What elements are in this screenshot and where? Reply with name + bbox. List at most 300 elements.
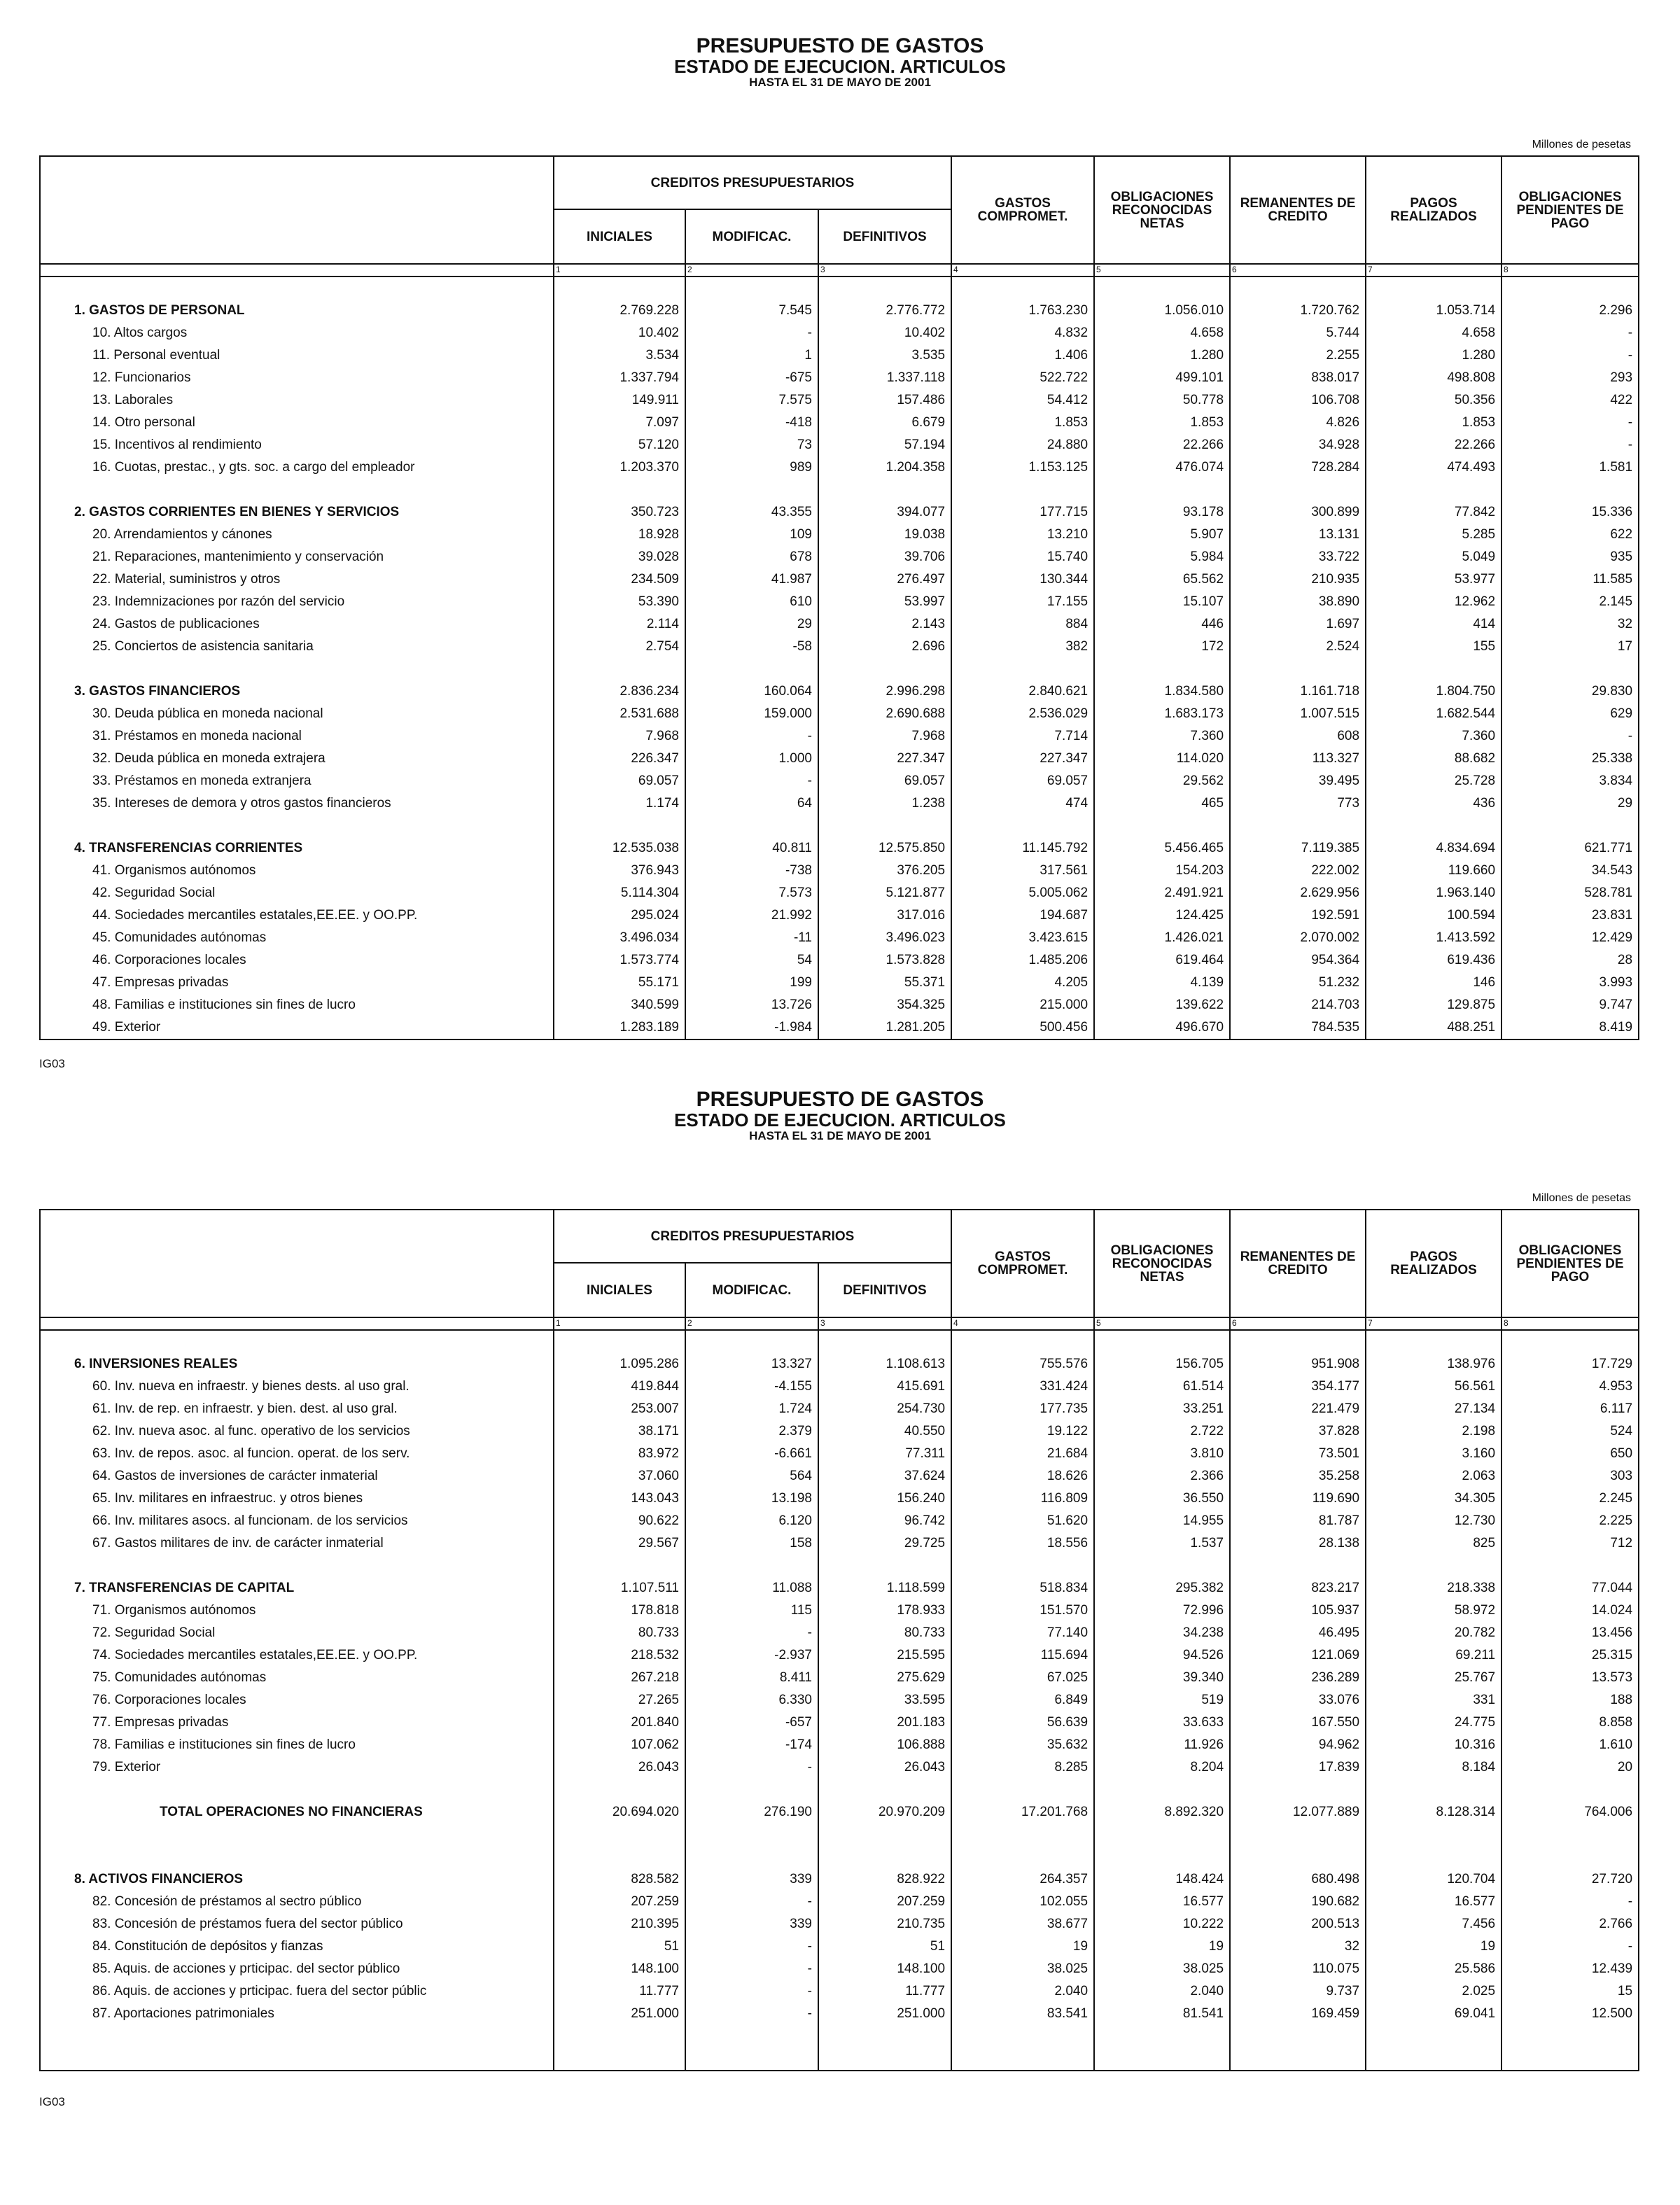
report-page-1: [0, 34, 1680, 1070]
row-value: 130.344: [951, 568, 1094, 591]
column-number: 8: [1502, 264, 1639, 276]
item-row: [40, 1420, 1639, 1443]
item-row: [40, 972, 1639, 994]
row-value: 155: [1366, 636, 1502, 658]
row-value: 37.828: [1230, 1420, 1366, 1443]
row-value: 26.043: [554, 1756, 685, 1779]
row-value: 27.134: [1366, 1398, 1502, 1420]
row-value: 12.575.850: [818, 837, 951, 860]
row-label: 33. Préstamos en moneda extranjera: [40, 770, 554, 792]
item-row: [40, 1622, 1639, 1644]
row-value: 138.976: [1366, 1353, 1502, 1376]
column-number: 3: [818, 264, 951, 276]
row-value: 57.120: [554, 434, 685, 456]
row-value: 27.720: [1502, 1868, 1639, 1891]
item-row: [40, 1913, 1639, 1935]
remanentes-header: REMANENTES DE CREDITO: [1230, 1210, 1366, 1317]
row-value: 29.725: [818, 1532, 951, 1555]
row-value: 5.744: [1230, 322, 1366, 344]
row-label: 47. Empresas privadas: [40, 972, 554, 994]
row-value: 419.844: [554, 1376, 685, 1398]
row-value: 194.687: [951, 904, 1094, 927]
row-value: 317.561: [951, 860, 1094, 882]
row-value: 828.582: [554, 1868, 685, 1891]
row-value: 159.000: [685, 703, 818, 725]
group-row: [40, 1868, 1639, 1891]
row-label: 48. Familias e instituciones sin fines de lucro: [40, 994, 554, 1016]
column-number: 6: [1230, 1317, 1366, 1330]
row-value: 39.028: [554, 546, 685, 568]
row-value: 331.424: [951, 1376, 1094, 1398]
row-value: 13.726: [685, 994, 818, 1016]
row-value: 214.703: [1230, 994, 1366, 1016]
row-value: 7.545: [685, 300, 818, 322]
row-value: 4.205: [951, 972, 1094, 994]
row-label: 79. Exterior: [40, 1756, 554, 1779]
row-value: -4.155: [685, 1376, 818, 1398]
row-value: 88.682: [1366, 748, 1502, 770]
group-row: [40, 501, 1639, 524]
row-label: 21. Reparaciones, mantenimiento y conservación: [40, 546, 554, 568]
row-value: 528.781: [1502, 882, 1639, 904]
row-value: 5.049: [1366, 546, 1502, 568]
gastos-header: GASTOS COMPROMET.: [951, 156, 1094, 264]
group-row: [40, 1353, 1639, 1376]
row-value: 8.184: [1366, 1756, 1502, 1779]
row-value: 1.485.206: [951, 949, 1094, 972]
iniciales-header: INICIALES: [554, 1263, 685, 1317]
row-value: 25.728: [1366, 770, 1502, 792]
row-value: 339: [685, 1913, 818, 1935]
row-value: 67.025: [951, 1667, 1094, 1689]
row-value: 1.573.774: [554, 949, 685, 972]
modificac-header: MODIFICAC.: [685, 209, 818, 264]
row-value: 12.535.038: [554, 837, 685, 860]
row-value: 38.025: [1094, 1958, 1230, 1980]
row-value: 2.536.029: [951, 703, 1094, 725]
row-value: 251.000: [554, 2003, 685, 2025]
item-row: [40, 434, 1639, 456]
row-label: 78. Familias e instituciones sin fines de lucro: [40, 1734, 554, 1756]
row-value: 1.174: [554, 792, 685, 815]
row-value: 29: [1502, 792, 1639, 815]
row-value: 73: [685, 434, 818, 456]
row-value: 476.074: [1094, 456, 1230, 479]
row-value: 3.160: [1366, 1443, 1502, 1465]
row-value: 12.077.889: [1230, 1801, 1366, 1823]
row-value: 64: [685, 792, 818, 815]
item-row: [40, 1734, 1639, 1756]
column-number: 1: [554, 1317, 685, 1330]
units-label: Millones de pesetas: [1532, 1192, 1631, 1204]
row-value: 156.240: [818, 1488, 951, 1510]
label-header: [40, 156, 554, 264]
item-row: [40, 882, 1639, 904]
report-header: [0, 35, 1680, 89]
row-value: 414: [1366, 613, 1502, 636]
row-label: 31. Préstamos en moneda nacional: [40, 725, 554, 748]
item-row: [40, 949, 1639, 972]
row-value: -11: [685, 927, 818, 949]
row-value: 7.119.385: [1230, 837, 1366, 860]
row-value: 2.840.621: [951, 680, 1094, 703]
row-value: 8.128.314: [1366, 1801, 1502, 1823]
row-value: 629: [1502, 703, 1639, 725]
obligaciones-header: OBLIGACIONES RECONOCIDAS NETAS: [1094, 1210, 1230, 1317]
row-value: 499.101: [1094, 367, 1230, 389]
row-value: 139.622: [1094, 994, 1230, 1016]
row-value: 11.585: [1502, 568, 1639, 591]
item-row: [40, 1376, 1639, 1398]
row-value: 158: [685, 1532, 818, 1555]
row-value: 300.899: [1230, 501, 1366, 524]
row-value: 210.395: [554, 1913, 685, 1935]
row-value: 1.581: [1502, 456, 1639, 479]
row-value: 192.591: [1230, 904, 1366, 927]
row-value: 773: [1230, 792, 1366, 815]
item-row: [40, 1958, 1639, 1980]
item-row: [40, 1689, 1639, 1712]
row-value: 11.926: [1094, 1734, 1230, 1756]
row-value: 15: [1502, 1980, 1639, 2003]
spacer-row: [40, 276, 1639, 300]
row-value: 1.095.286: [554, 1353, 685, 1376]
item-row: [40, 1016, 1639, 1040]
row-value: 1.118.599: [818, 1577, 951, 1600]
row-value: 4.953: [1502, 1376, 1639, 1398]
row-value: -6.661: [685, 1443, 818, 1465]
row-value: 2.245: [1502, 1488, 1639, 1510]
row-value: 236.289: [1230, 1667, 1366, 1689]
row-value: 295.024: [554, 904, 685, 927]
row-value: 25.338: [1502, 748, 1639, 770]
row-value: 4.834.694: [1366, 837, 1502, 860]
spacer-row: [40, 2047, 1639, 2071]
row-value: 2.145: [1502, 591, 1639, 613]
row-value: 28.138: [1230, 1532, 1366, 1555]
row-value: 2.491.921: [1094, 882, 1230, 904]
row-value: 50.356: [1366, 389, 1502, 412]
row-value: 106.888: [818, 1734, 951, 1756]
row-value: 20.694.020: [554, 1801, 685, 1823]
row-label: 32. Deuda pública en moneda extrajera: [40, 748, 554, 770]
row-value: 436: [1366, 792, 1502, 815]
row-value: 40.811: [685, 837, 818, 860]
row-value: 1.203.370: [554, 456, 685, 479]
row-value: 33.595: [818, 1689, 951, 1712]
item-row: [40, 456, 1639, 479]
footer-code: IG03: [39, 1057, 65, 1070]
row-value: 6.849: [951, 1689, 1094, 1712]
row-value: 755.576: [951, 1353, 1094, 1376]
row-value: 10.402: [554, 322, 685, 344]
row-value: 190.682: [1230, 1891, 1366, 1913]
row-value: 1.280: [1094, 344, 1230, 367]
row-value: 73.501: [1230, 1443, 1366, 1465]
row-value: -1.984: [685, 1016, 818, 1040]
spacer-row: [40, 1779, 1639, 1801]
row-value: 1.573.828: [818, 949, 951, 972]
row-value: 57.194: [818, 434, 951, 456]
row-value: 26.043: [818, 1756, 951, 1779]
row-value: 37.624: [818, 1465, 951, 1488]
row-value: 5.984: [1094, 546, 1230, 568]
row-value: 9.737: [1230, 1980, 1366, 2003]
creditos-header: CREDITOS PRESUPUESTARIOS: [554, 1210, 951, 1263]
row-value: 8.858: [1502, 1712, 1639, 1734]
row-value: 254.730: [818, 1398, 951, 1420]
row-value: 1.682.544: [1366, 703, 1502, 725]
row-value: 354.325: [818, 994, 951, 1016]
item-row: [40, 1398, 1639, 1420]
row-value: 83.972: [554, 1443, 685, 1465]
row-label: 13. Laborales: [40, 389, 554, 412]
report-title: PRESUPUESTO DE GASTOS: [696, 1088, 984, 1111]
row-value: 2.225: [1502, 1510, 1639, 1532]
row-value: 210.735: [818, 1913, 951, 1935]
row-value: 22.266: [1366, 434, 1502, 456]
row-value: 1.804.750: [1366, 680, 1502, 703]
row-label: 63. Inv. de repos. asoc. al funcion. operat. de los serv.: [40, 1443, 554, 1465]
row-value: 519: [1094, 1689, 1230, 1712]
row-value: 331: [1366, 1689, 1502, 1712]
row-value: 650: [1502, 1443, 1639, 1465]
row-value: 2.040: [951, 1980, 1094, 2003]
row-value: 94.962: [1230, 1734, 1366, 1756]
row-value: 619.436: [1366, 949, 1502, 972]
row-value: 39.340: [1094, 1667, 1230, 1689]
row-value: 200.513: [1230, 1913, 1366, 1935]
row-value: 121.069: [1230, 1644, 1366, 1667]
row-value: 25.767: [1366, 1667, 1502, 1689]
row-value: 3.810: [1094, 1443, 1230, 1465]
row-value: 317.016: [818, 904, 951, 927]
row-value: 1.724: [685, 1398, 818, 1420]
row-value: 2.776.772: [818, 300, 951, 322]
row-value: 72.996: [1094, 1600, 1230, 1622]
row-value: 1.108.613: [818, 1353, 951, 1376]
row-value: 51: [554, 1935, 685, 1958]
row-value: 1.000: [685, 748, 818, 770]
row-value: 2.769.228: [554, 300, 685, 322]
item-row: [40, 613, 1639, 636]
row-value: 19.122: [951, 1420, 1094, 1443]
row-value: -: [685, 1958, 818, 1980]
pendientes-header: OBLIGACIONES PENDIENTES DE PAGO: [1502, 1210, 1639, 1317]
row-label: 67. Gastos militares de inv. de carácter inmaterial: [40, 1532, 554, 1555]
row-value: 3.496.023: [818, 927, 951, 949]
report-header: [0, 1088, 1680, 1142]
row-value: 38.025: [951, 1958, 1094, 1980]
row-value: 172: [1094, 636, 1230, 658]
item-row: [40, 792, 1639, 815]
row-value: 1.697: [1230, 613, 1366, 636]
item-row: [40, 703, 1639, 725]
row-label: 46. Corporaciones locales: [40, 949, 554, 972]
remanentes-header: REMANENTES DE CREDITO: [1230, 156, 1366, 264]
column-number: 7: [1366, 264, 1502, 276]
row-value: 35.632: [951, 1734, 1094, 1756]
label-header: [40, 1210, 554, 1317]
row-value: 5.456.465: [1094, 837, 1230, 860]
spacer-row: [40, 1846, 1639, 1868]
row-value: 110.075: [1230, 1958, 1366, 1980]
row-value: 33.076: [1230, 1689, 1366, 1712]
row-value: 1.683.173: [1094, 703, 1230, 725]
item-row: [40, 1644, 1639, 1667]
row-value: 222.002: [1230, 860, 1366, 882]
row-value: 608: [1230, 725, 1366, 748]
footer-code: IG03: [39, 2095, 65, 2108]
row-value: 119.660: [1366, 860, 1502, 882]
row-label: 24. Gastos de publicaciones: [40, 613, 554, 636]
row-label: 4. TRANSFERENCIAS CORRIENTES: [40, 837, 554, 860]
row-value: 610: [685, 591, 818, 613]
row-value: 253.007: [554, 1398, 685, 1420]
report-page-2: [0, 1088, 1680, 2108]
row-value: 32: [1230, 1935, 1366, 1958]
row-value: 1.107.511: [554, 1577, 685, 1600]
spacer-row: [40, 1555, 1639, 1577]
row-label: 42. Seguridad Social: [40, 882, 554, 904]
row-value: 148.100: [554, 1958, 685, 1980]
row-value: 124.425: [1094, 904, 1230, 927]
row-value: 16.577: [1094, 1891, 1230, 1913]
row-value: 38.890: [1230, 591, 1366, 613]
row-value: 7.360: [1094, 725, 1230, 748]
row-value: 55.171: [554, 972, 685, 994]
row-label: TOTAL OPERACIONES NO FINANCIERAS: [40, 1801, 554, 1823]
row-value: 218.532: [554, 1644, 685, 1667]
row-value: 178.818: [554, 1600, 685, 1622]
row-value: 1.238: [818, 792, 951, 815]
row-value: 38.171: [554, 1420, 685, 1443]
row-label: 72. Seguridad Social: [40, 1622, 554, 1644]
row-value: 17.729: [1502, 1353, 1639, 1376]
row-value: 394.077: [818, 501, 951, 524]
group-row: [40, 837, 1639, 860]
item-row: [40, 389, 1639, 412]
row-label: 35. Intereses de demora y otros gastos financieros: [40, 792, 554, 815]
obligaciones-header: OBLIGACIONES RECONOCIDAS NETAS: [1094, 156, 1230, 264]
row-value: 1.337.794: [554, 367, 685, 389]
row-value: 1.963.140: [1366, 882, 1502, 904]
row-value: 2.754: [554, 636, 685, 658]
item-row: [40, 1667, 1639, 1689]
row-value: 90.622: [554, 1510, 685, 1532]
row-value: 2.296: [1502, 300, 1639, 322]
row-value: 7.968: [554, 725, 685, 748]
row-value: 251.000: [818, 2003, 951, 2025]
row-value: 39.706: [818, 546, 951, 568]
row-value: 51: [818, 1935, 951, 1958]
row-value: 106.708: [1230, 389, 1366, 412]
row-value: -: [685, 2003, 818, 2025]
row-value: -: [685, 1622, 818, 1644]
row-value: 2.696: [818, 636, 951, 658]
row-value: 50.778: [1094, 389, 1230, 412]
row-value: -58: [685, 636, 818, 658]
iniciales-header: INICIALES: [554, 209, 685, 264]
row-value: 989: [685, 456, 818, 479]
item-row: [40, 524, 1639, 546]
row-value: 1.834.580: [1094, 680, 1230, 703]
row-value: 83.541: [951, 2003, 1094, 2025]
row-value: 2.143: [818, 613, 951, 636]
row-value: 14.955: [1094, 1510, 1230, 1532]
row-value: 1.283.189: [554, 1016, 685, 1040]
row-value: 114.020: [1094, 748, 1230, 770]
row-value: 1.281.205: [818, 1016, 951, 1040]
row-value: 1: [685, 344, 818, 367]
row-value: 41.987: [685, 568, 818, 591]
row-value: 1.053.714: [1366, 300, 1502, 322]
row-label: 77. Empresas privadas: [40, 1712, 554, 1734]
row-value: -174: [685, 1734, 818, 1756]
row-value: 80.733: [818, 1622, 951, 1644]
row-value: 177.715: [951, 501, 1094, 524]
row-value: 12.962: [1366, 591, 1502, 613]
row-value: -: [1502, 322, 1639, 344]
row-value: 5.121.877: [818, 882, 951, 904]
row-value: 678: [685, 546, 818, 568]
row-value: 77.140: [951, 1622, 1094, 1644]
row-value: 6.330: [685, 1689, 818, 1712]
row-value: 22.266: [1094, 434, 1230, 456]
row-label: 86. Aquis. de acciones y prticipac. fuera del sector públic: [40, 1980, 554, 2003]
row-value: 105.937: [1230, 1600, 1366, 1622]
row-label: 11. Personal eventual: [40, 344, 554, 367]
row-value: -: [685, 770, 818, 792]
item-row: [40, 344, 1639, 367]
row-value: 564: [685, 1465, 818, 1488]
row-value: 12.429: [1502, 927, 1639, 949]
row-value: -: [1502, 725, 1639, 748]
row-value: 2.198: [1366, 1420, 1502, 1443]
item-row: [40, 1532, 1639, 1555]
row-label: 65. Inv. militares en infraestruc. y otros bienes: [40, 1488, 554, 1510]
row-value: 954.364: [1230, 949, 1366, 972]
row-value: 488.251: [1366, 1016, 1502, 1040]
row-value: 116.809: [951, 1488, 1094, 1510]
row-value: 40.550: [818, 1420, 951, 1443]
row-value: 167.550: [1230, 1712, 1366, 1734]
item-row: [40, 412, 1639, 434]
row-label: 61. Inv. de rep. en infraestr. y bien. dest. al uso gral.: [40, 1398, 554, 1420]
row-value: 1.056.010: [1094, 300, 1230, 322]
row-value: 2.063: [1366, 1465, 1502, 1488]
row-value: -: [685, 1935, 818, 1958]
row-value: 264.357: [951, 1868, 1094, 1891]
row-value: 146: [1366, 972, 1502, 994]
group-row: [40, 680, 1639, 703]
row-value: 23.831: [1502, 904, 1639, 927]
row-value: 13.456: [1502, 1622, 1639, 1644]
row-value: 115: [685, 1600, 818, 1622]
row-value: 1.204.358: [818, 456, 951, 479]
row-value: 3.993: [1502, 972, 1639, 994]
row-value: 58.972: [1366, 1600, 1502, 1622]
row-value: 619.464: [1094, 949, 1230, 972]
row-value: 884: [951, 613, 1094, 636]
row-value: 10.316: [1366, 1734, 1502, 1756]
pagos-header: PAGOS REALIZADOS: [1366, 1210, 1502, 1317]
row-value: 34.928: [1230, 434, 1366, 456]
row-value: 221.479: [1230, 1398, 1366, 1420]
row-value: 7.575: [685, 389, 818, 412]
row-value: 303: [1502, 1465, 1639, 1488]
row-value: 29: [685, 613, 818, 636]
